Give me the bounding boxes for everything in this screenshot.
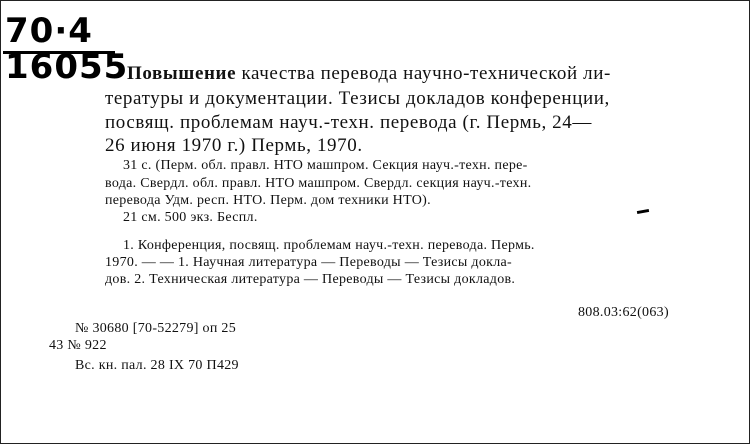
handwritten-accession-number: 16055 <box>5 47 129 87</box>
subject-line-2: 1970. — — 1. Научная литература — Переводы — Тезисы доклa- <box>105 255 513 270</box>
title-line-3: посвящ. проблемам науч.-техн. перевода (г. Пермь, 24— <box>105 112 592 133</box>
title-line-1 <box>127 63 611 85</box>
subject-line-1: 1. Конференция, посвящ. проблемам науч.-техн. перевода. Пермь. <box>123 238 535 253</box>
pen-mark <box>637 209 649 214</box>
title-line-2: тературы и документации. Тезисы докладов конференции, <box>105 88 610 109</box>
physical-description: 21 см. 500 экз. Беспл. <box>123 210 258 225</box>
handwritten-shelf-mark: 70·4 <box>5 11 93 51</box>
imprint-line-2: вода. Свердл. обл. правл. НТО машпром. Свердл. секция науч.-техн. <box>105 176 532 191</box>
title-line-4: 26 июня 1970 г.) Пермь, 1970. <box>105 135 363 156</box>
udc-classification: 808.03:62(063) <box>578 305 669 320</box>
imprint-line-1: 31 с. (Перм. обл. правл. НТО машпром. Секция науч.-техн. пере- <box>123 158 528 173</box>
title-line-1-text: качества перевода научно-технической ли- <box>236 63 611 84</box>
chamber-date-line: Вс. кн. пал. 28 IX 70 П429 <box>75 358 239 373</box>
card-number: 43 № 922 <box>49 338 107 353</box>
imprint-line-3: перевода Удм. респ. НТО. Перм. дом техники НТО). <box>105 193 431 208</box>
subject-line-3: дов. 2. Техническая литература — Переводы — Тезисы докладов. <box>105 272 516 287</box>
registry-number: № 30680 [70-52279] оп 25 <box>75 321 237 336</box>
title-heading-word: Повышение <box>127 63 237 84</box>
